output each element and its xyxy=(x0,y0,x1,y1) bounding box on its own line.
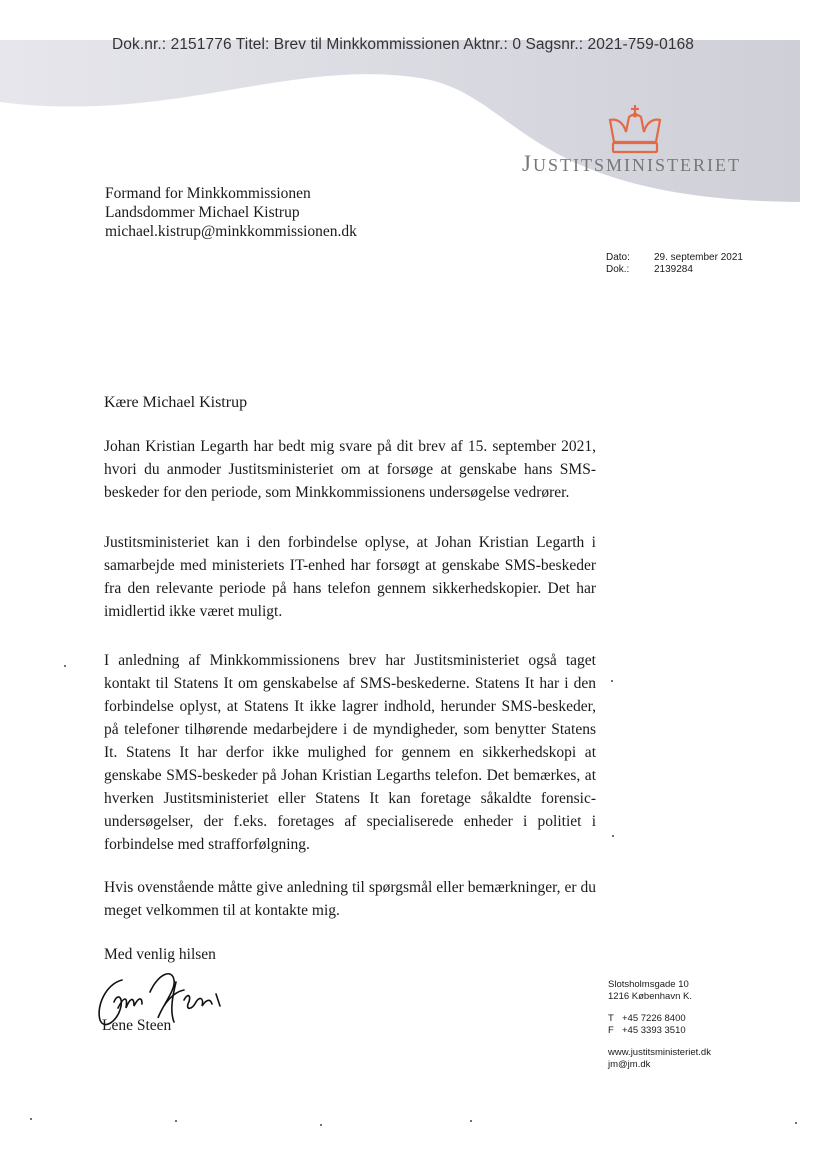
date-row xyxy=(606,252,743,264)
phone-row xyxy=(608,1013,711,1025)
phone-label: T xyxy=(608,1013,614,1024)
paragraph-1: Johan Kristian Legarth har bedt mig svare på dit brev af 15. september 2021, hvori du anmoder Justitsministeriet om at forsøge at genskabe hans SMS-beskeder for den periode, som Minkkommissionens undersøgelse vedrører. xyxy=(104,438,596,501)
website: www.justitsministeriet.dk xyxy=(608,1047,711,1058)
scan-speck xyxy=(175,1120,177,1122)
doc-label: Dok.: xyxy=(606,264,630,275)
recipient-block xyxy=(105,184,357,241)
scan-speck xyxy=(612,835,614,837)
fax-number: +45 3393 3510 xyxy=(622,1025,686,1036)
document-reference: Dok.nr.: 2151776 Titel: Brev til Minkkommissionen Aktnr.: 0 Sagsnr.: 2021-759-0168 xyxy=(112,36,695,53)
letter-meta xyxy=(606,252,743,276)
scan-speck xyxy=(611,680,613,682)
recipient-email: michael.kistrup@minkkommissionen.dk xyxy=(105,223,357,240)
doc-row xyxy=(606,264,743,276)
scan-speck xyxy=(320,1124,322,1126)
recipient-name: Landsdommer Michael Kistrup xyxy=(105,204,300,221)
contact-email: jm@jm.dk xyxy=(608,1059,651,1070)
wordmark-initial: J xyxy=(522,151,533,176)
signer-name: Lene Steen xyxy=(102,1017,172,1034)
scan-speck xyxy=(795,1122,797,1124)
closing: Med venlig hilsen xyxy=(104,946,216,963)
ministry-address xyxy=(608,979,711,1071)
recipient-title: Formand for Minkkommissionen xyxy=(105,185,311,202)
crown-logo-icon xyxy=(606,104,664,156)
date-label: Dato: xyxy=(606,252,630,263)
wordmark-part-1: USTITS xyxy=(532,155,606,175)
salutation: Kære Michael Kistrup xyxy=(104,394,248,411)
paragraph-2: Justitsministeriet kan i den forbindelse oplyse, at Johan Kristian Legarth i samarbejde med ministeriets IT-enhed har forsøgt at genskabe SMS-beskeder fra den relevante periode på hans telefon gennem sikkerhedskopier. Det har imidlertid ikke været muligt. xyxy=(104,534,596,620)
ministry-wordmark xyxy=(522,151,741,177)
wordmark-part-2: MINISTERIET xyxy=(605,155,741,175)
scan-speck xyxy=(470,1120,472,1122)
paragraph-3: I anledning af Minkkommissionens brev har Justitsministeriet også taget kontakt til Statens It om genskabelse af SMS-beskederne. Statens It har i den forbindelse oplyst, at Statens It ikke lagrer indhold, herunder SMS-beskeder, på telefoner tilhørende medarbejdere i de myndigheder, som benytter Statens It. Statens It har derfor ikke mulighed for gennem en sikkerhedskopi at genskabe SMS-beskeder på Johan Kristian Legarths telefon. Det bemærkes, at hverken Justitsministeriet eller Statens It kan foretage såkaldte forensic-undersøgelser, der f.eks. foretages af specialiserede enheder i politiet i forbindelse med strafforfølgning. xyxy=(104,652,596,853)
scan-speck xyxy=(64,665,66,667)
doc-value: 2139284 xyxy=(654,264,693,275)
fax-row xyxy=(608,1025,711,1037)
address-city: 1216 København K. xyxy=(608,991,692,1002)
phone-number: +45 7226 8400 xyxy=(622,1013,686,1024)
fax-label: F xyxy=(608,1025,614,1036)
address-street: Slotsholmsgade 10 xyxy=(608,979,689,990)
date-value: 29. september 2021 xyxy=(654,252,743,263)
paragraph-4: Hvis ovenstående måtte give anledning til spørgsmål eller bemærkninger, er du meget velkommen til at kontakte mig. xyxy=(104,879,596,919)
scan-speck xyxy=(30,1118,32,1120)
